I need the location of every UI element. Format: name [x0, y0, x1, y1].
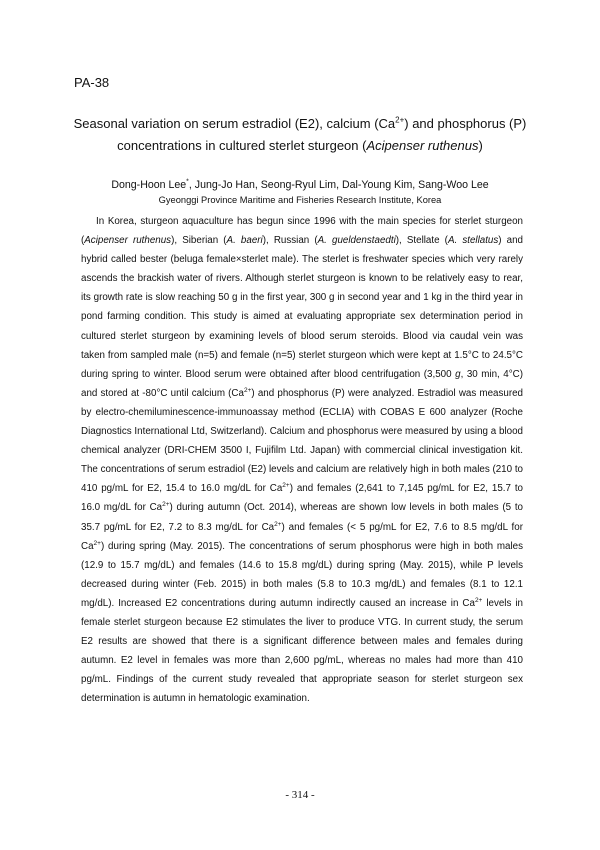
abstract-text: ), Siberian (: [171, 235, 227, 247]
title-text: concentrations in cultured sterlet sturgeon (: [117, 138, 367, 153]
abstract-text: ) during autumn (Oct. 2014), whereas are shown low levels in both males (5 to 35.7 pg/mL for E2, 7.2 to 8.3 mg/dL for Ca: [81, 502, 523, 533]
abstract-text: , 30 min, 4°C) and stored at -80°C until calcium (Ca: [81, 368, 523, 399]
paper-title: [60, 113, 540, 157]
title-species: Acipenser ruthenus: [366, 138, 479, 153]
corresponding-mark: *: [186, 178, 189, 186]
corresponding-author: Dong-Hoon Lee: [111, 179, 187, 191]
title-text: ): [478, 138, 483, 153]
abstract-text: ) during spring (May. 2015). The concentrations of serum phosphorus were high in both males (12.9 to 15.7 mg/dL) and females (14.6 to 15.8 mg/dL) during spring (May. 2015), while P levels decreased during winter (Feb. 2015) in both males (5.8 to 10.3 mg/dL) and females (8.1 to 12.1 mg/dL). Increased E2 concentrations during autumn indirectly caused an increase in Ca: [81, 540, 523, 609]
species-name: A. baeri: [226, 235, 263, 247]
unit-italic: g: [455, 368, 461, 380]
abstract-text: ) and phosphorus (P) were analyzed. Estradiol was measured by electro-chemiluminescence-immunoassay method (ECLIA) with COBAS E 600 analyzer (Roche Diagnostics International Ltd, Switzerland). Calcium and phosphorus were measured by using a blood chemical analyzer (DRI-CHEM 3500 I, Fujifilm Ltd. Japan) with commercial clinical investigation kit. The concentrations of serum estradiol (E2) levels and calcium are relatively high in both males (210 to 410 pg/mL for E2, 15.4 to 16.0 mg/dL for Ca: [81, 387, 523, 495]
superscript: 2+: [162, 501, 170, 509]
abstract-text: levels in female sterlet sturgeon because E2 stimulates the liver to produce VTG. In current study, the serum E2 results are showed that there is a significant difference between males and females during autumn. E2 level in females was more than 2,600 pg/mL, whereas no males had more than 410 pg/mL. Findings of the current study revealed that appropriate season for sterlet sturgeon sex determination is autumn in hematologic examination.: [81, 597, 523, 705]
species-name: A. stellatus: [447, 235, 499, 247]
superscript: 2+: [274, 520, 282, 528]
abstract-text: ), Stellate (: [395, 235, 448, 247]
abstract-text: In Korea, sturgeon aquaculture has begun since 1996 with the main species for sterlet sturgeon (: [81, 216, 523, 247]
species-name: A. gueldenstaedti: [317, 235, 396, 247]
title-superscript: 2+: [395, 115, 405, 125]
superscript: 2+: [93, 539, 101, 547]
abstract-body: [81, 212, 523, 708]
superscript: 2+: [243, 386, 252, 394]
paper-code: PA-38: [74, 75, 110, 90]
abstract-text: ), Russian (: [262, 235, 318, 247]
title-text: ) and phosphorus (P): [404, 116, 527, 131]
affiliation: Gyeonggi Province Maritime and Fisheries Research Institute, Korea: [158, 195, 442, 205]
superscript: 2+: [474, 596, 483, 604]
co-authors: , Jung-Jo Han, Seong-Ryul Lim, Dal-Young Kim, Sang-Woo Lee: [188, 179, 489, 191]
author-list: [60, 178, 540, 192]
abstract-text: ) and females (< 5 pg/mL for E2, 7.6 to 8.5 mg/dL for Ca: [81, 521, 523, 552]
page-number: - 314 -: [285, 789, 315, 801]
abstract-text: ) and females (2,641 to 7,145 pg/mL for E2, 15.7 to 16.0 mg/dL for Ca: [81, 483, 523, 514]
abstract-text: ) and hybrid called bester (beluga female×sterlet male). The sterlet is freshwater species which very rarely ascends the brackish water of rivers. Although sterlet sturgeon is known to be relatively easy to rear, its growth rate is slow reaching 50 g in the first year, 300 g in second year and 1 kg in the third year in pond farming condition. This study is aimed at evaluating appropriate sex determination period in cultured sterlet sturgeon by examining levels of blood serum steroids. Blood via caudal vein was taken from sampled male (n=5) and female (n=5) sterlet sturgeon which were kept at 1.5°C to 24.5°C during spring to winter. Blood serum were obtained after blood centrifugation (3,500: [81, 235, 524, 380]
title-text: Seasonal variation on serum estradiol (E2), calcium (Ca: [73, 116, 396, 131]
superscript: 2+: [282, 482, 290, 490]
species-name: Acipenser ruthenus: [84, 235, 172, 247]
